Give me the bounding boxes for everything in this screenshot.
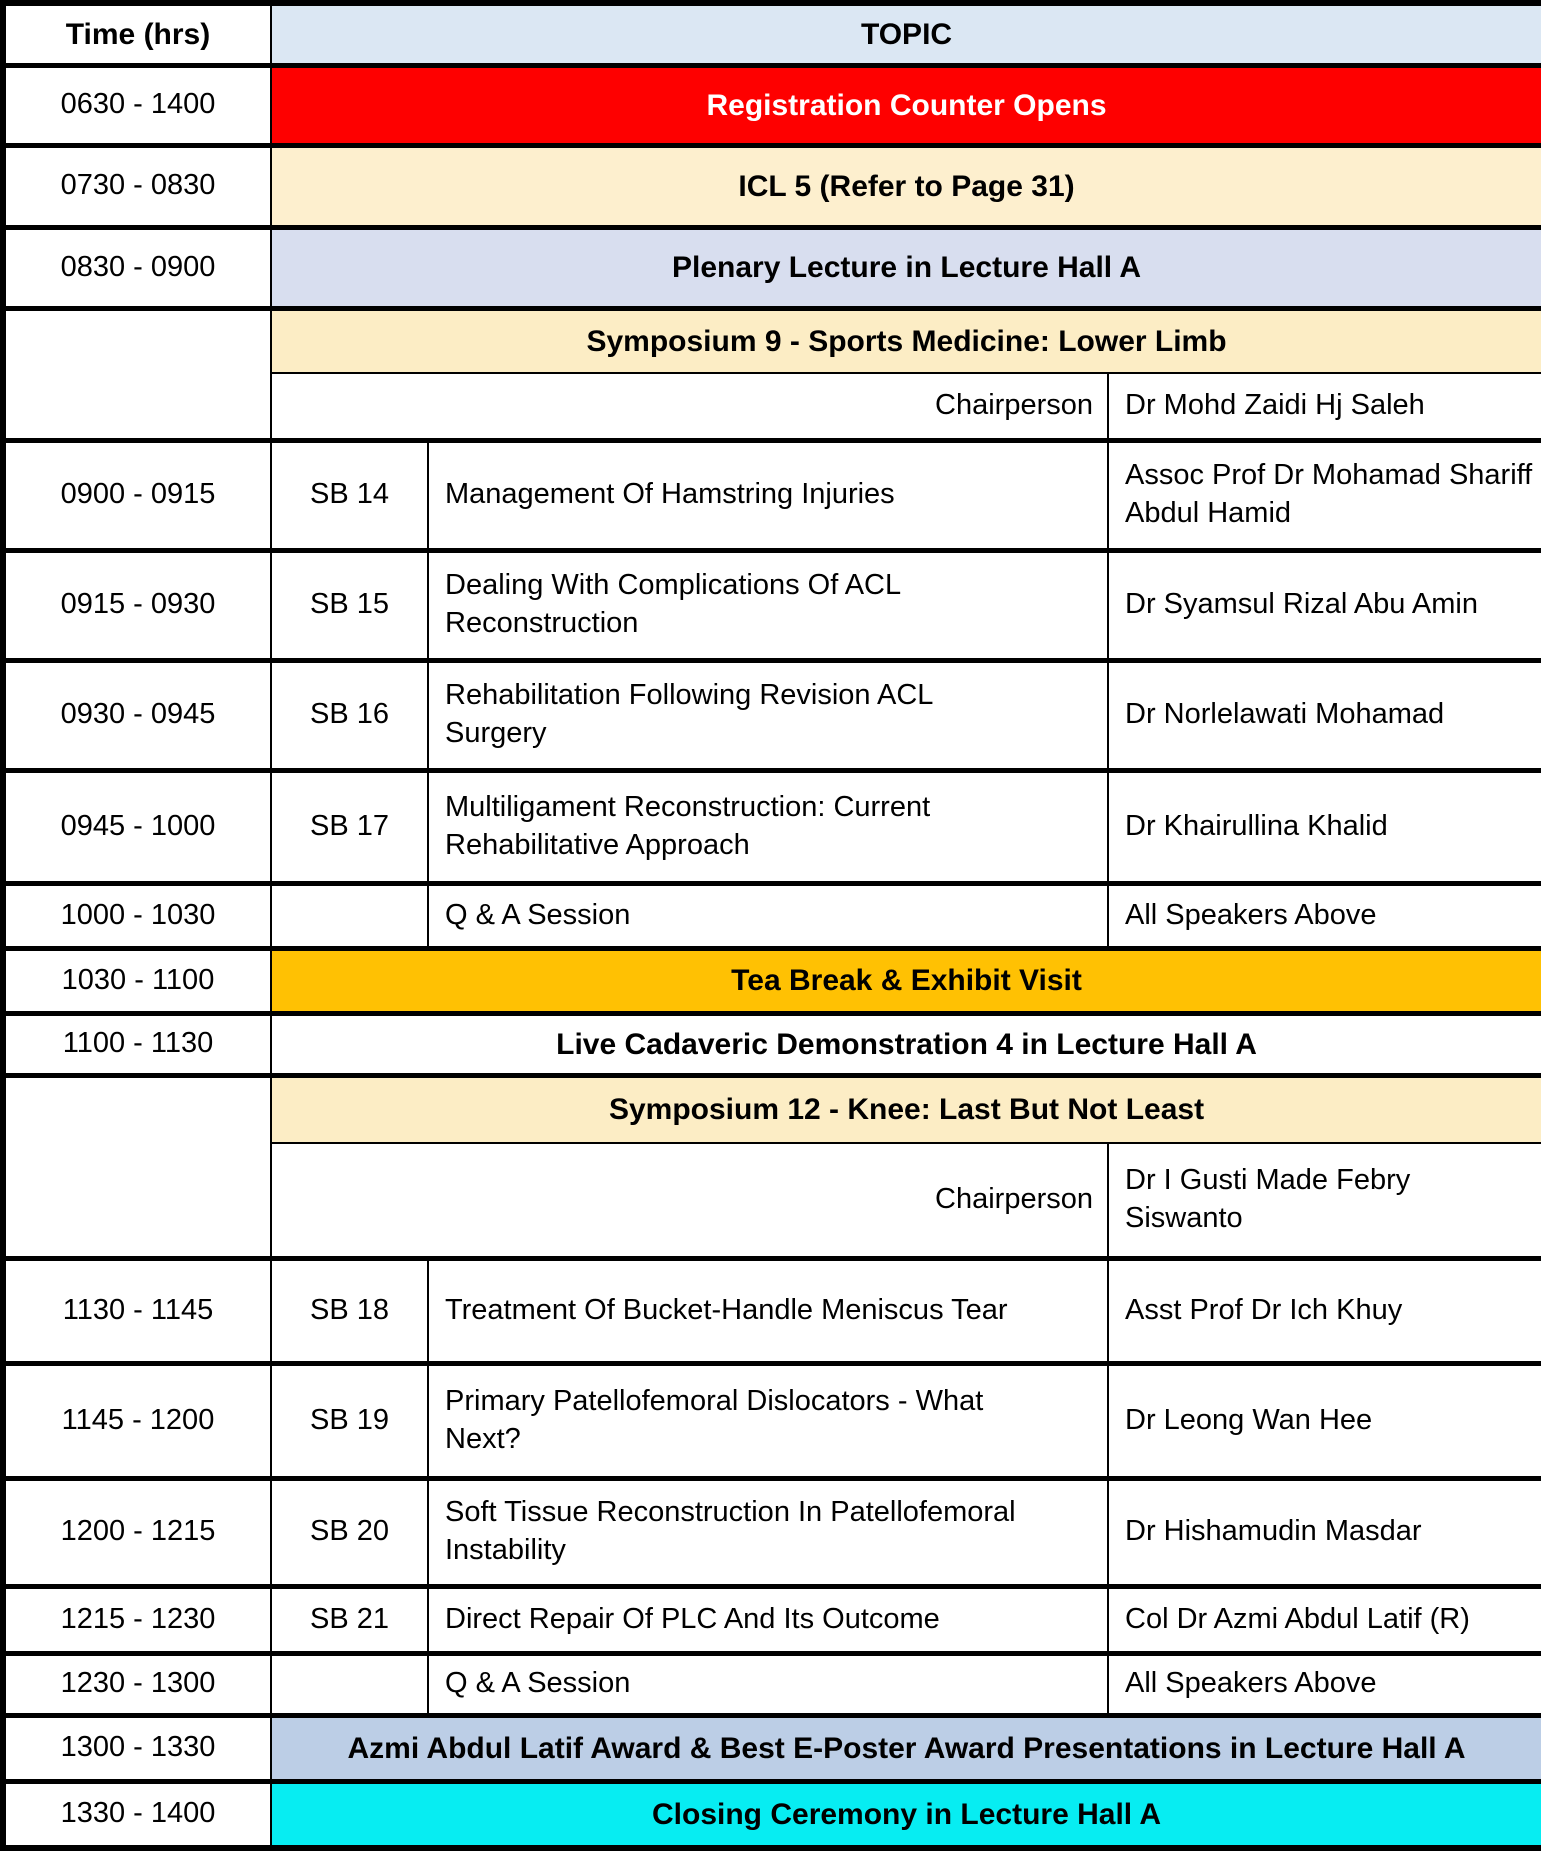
speaker-cell: Dr Leong Wan Hee: [1108, 1363, 1541, 1478]
qa-speaker-cell: All Speakers Above: [1108, 883, 1541, 948]
empty-time-cell: [3, 1075, 271, 1258]
time-cell: 0730 - 0830: [3, 145, 271, 227]
empty-code-cell: [271, 1653, 428, 1715]
closing-banner: Closing Ceremony in Lecture Hall A: [271, 1781, 1541, 1848]
award-row: [3, 1715, 1541, 1781]
icl-banner: ICL 5 (Refer to Page 31): [271, 145, 1541, 227]
session-code-cell: SB 14: [271, 440, 428, 550]
speaker-cell: Dr Norlelawati Mohamad: [1108, 660, 1541, 770]
symposium9-banner-row: [3, 308, 1541, 373]
time-cell: 1130 - 1145: [3, 1258, 271, 1363]
time-cell: 1200 - 1215: [3, 1478, 271, 1586]
session-row-sb14: [3, 440, 1541, 550]
speaker-cell: Dr Khairullina Khalid: [1108, 770, 1541, 883]
session-row-sb16: [3, 660, 1541, 770]
empty-code-cell: [271, 883, 428, 948]
header-row: [3, 3, 1541, 65]
session-code-cell: SB 16: [271, 660, 428, 770]
session-topic-cell: Direct Repair Of PLC And Its Outcome: [428, 1586, 1108, 1653]
time-cell: 1215 - 1230: [3, 1586, 271, 1653]
live-demo-banner: Live Cadaveric Demonstration 4 in Lecture Hall A: [271, 1013, 1541, 1075]
qa-row-symposium9: [3, 883, 1541, 948]
session-topic-cell: Treatment Of Bucket-Handle Meniscus Tear: [428, 1258, 1108, 1363]
registration-row: [3, 65, 1541, 145]
chairperson-name-cell: Dr I Gusti Made Febry Siswanto: [1108, 1143, 1541, 1258]
time-cell: 0915 - 0930: [3, 550, 271, 660]
closing-row: [3, 1781, 1541, 1848]
time-cell: 1300 - 1330: [3, 1715, 271, 1781]
session-topic-cell: Rehabilitation Following Revision ACL Surgery: [428, 660, 1108, 770]
time-cell: 0930 - 0945: [3, 660, 271, 770]
tea-break-banner: Tea Break & Exhibit Visit: [271, 948, 1541, 1013]
time-cell: 0900 - 0915: [3, 440, 271, 550]
symposium9-title: Symposium 9 - Sports Medicine: Lower Limb: [271, 308, 1541, 373]
symposium12-title: Symposium 12 - Knee: Last But Not Least: [271, 1075, 1541, 1143]
session-code-cell: SB 17: [271, 770, 428, 883]
chairperson-name-cell: Dr Mohd Zaidi Hj Saleh: [1108, 373, 1541, 440]
qa-speaker-cell: All Speakers Above: [1108, 1653, 1541, 1715]
session-row-sb18: [3, 1258, 1541, 1363]
session-code-cell: SB 21: [271, 1586, 428, 1653]
session-code-cell: SB 18: [271, 1258, 428, 1363]
session-row-sb21: [3, 1586, 1541, 1653]
empty-time-cell: [3, 308, 271, 440]
symposium12-banner-row: [3, 1075, 1541, 1143]
time-cell: 1145 - 1200: [3, 1363, 271, 1478]
session-row-sb15: [3, 550, 1541, 660]
time-cell: 1100 - 1130: [3, 1013, 271, 1075]
session-code-cell: SB 15: [271, 550, 428, 660]
qa-topic-cell: Q & A Session: [428, 883, 1108, 948]
qa-topic-cell: Q & A Session: [428, 1653, 1108, 1715]
chairperson-label-cell: Chairperson: [271, 373, 1108, 440]
session-topic-cell: Management Of Hamstring Injuries: [428, 440, 1108, 550]
session-code-cell: SB 19: [271, 1363, 428, 1478]
speaker-cell: Asst Prof Dr Ich Khuy: [1108, 1258, 1541, 1363]
time-cell: 1000 - 1030: [3, 883, 271, 948]
session-topic-cell: Dealing With Complications Of ACL Reconstruction: [428, 550, 1108, 660]
time-cell: 1330 - 1400: [3, 1781, 271, 1848]
award-banner: Azmi Abdul Latif Award & Best E-Poster Award Presentations in Lecture Hall A: [271, 1715, 1541, 1781]
time-cell: 0830 - 0900: [3, 227, 271, 308]
speaker-cell: Assoc Prof Dr Mohamad Shariff Abdul Hamid: [1108, 440, 1541, 550]
session-topic-cell: Primary Patellofemoral Dislocators - What Next?: [428, 1363, 1108, 1478]
time-cell: 0630 - 1400: [3, 65, 271, 145]
live-demo-row: [3, 1013, 1541, 1075]
time-cell: 1030 - 1100: [3, 948, 271, 1013]
session-row-sb20: [3, 1478, 1541, 1586]
plenary-row: [3, 227, 1541, 308]
registration-banner: Registration Counter Opens: [271, 65, 1541, 145]
plenary-banner: Plenary Lecture in Lecture Hall A: [271, 227, 1541, 308]
session-topic-cell: Multiligament Reconstruction: Current Rehabilitative Approach: [428, 770, 1108, 883]
column-header-topic: TOPIC: [271, 3, 1541, 65]
session-topic-cell: Soft Tissue Reconstruction In Patellofemoral Instability: [428, 1478, 1108, 1586]
time-cell: 1230 - 1300: [3, 1653, 271, 1715]
session-row-sb19: [3, 1363, 1541, 1478]
time-cell: 0945 - 1000: [3, 770, 271, 883]
speaker-cell: Col Dr Azmi Abdul Latif (R): [1108, 1586, 1541, 1653]
session-code-cell: SB 20: [271, 1478, 428, 1586]
qa-row-symposium12: [3, 1653, 1541, 1715]
column-header-time: Time (hrs): [3, 3, 271, 65]
session-row-sb17: [3, 770, 1541, 883]
icl-row: [3, 145, 1541, 227]
speaker-cell: Dr Syamsul Rizal Abu Amin: [1108, 550, 1541, 660]
speaker-cell: Dr Hishamudin Masdar: [1108, 1478, 1541, 1586]
tea-break-row: [3, 948, 1541, 1013]
chairperson-label-cell: Chairperson: [271, 1143, 1108, 1258]
